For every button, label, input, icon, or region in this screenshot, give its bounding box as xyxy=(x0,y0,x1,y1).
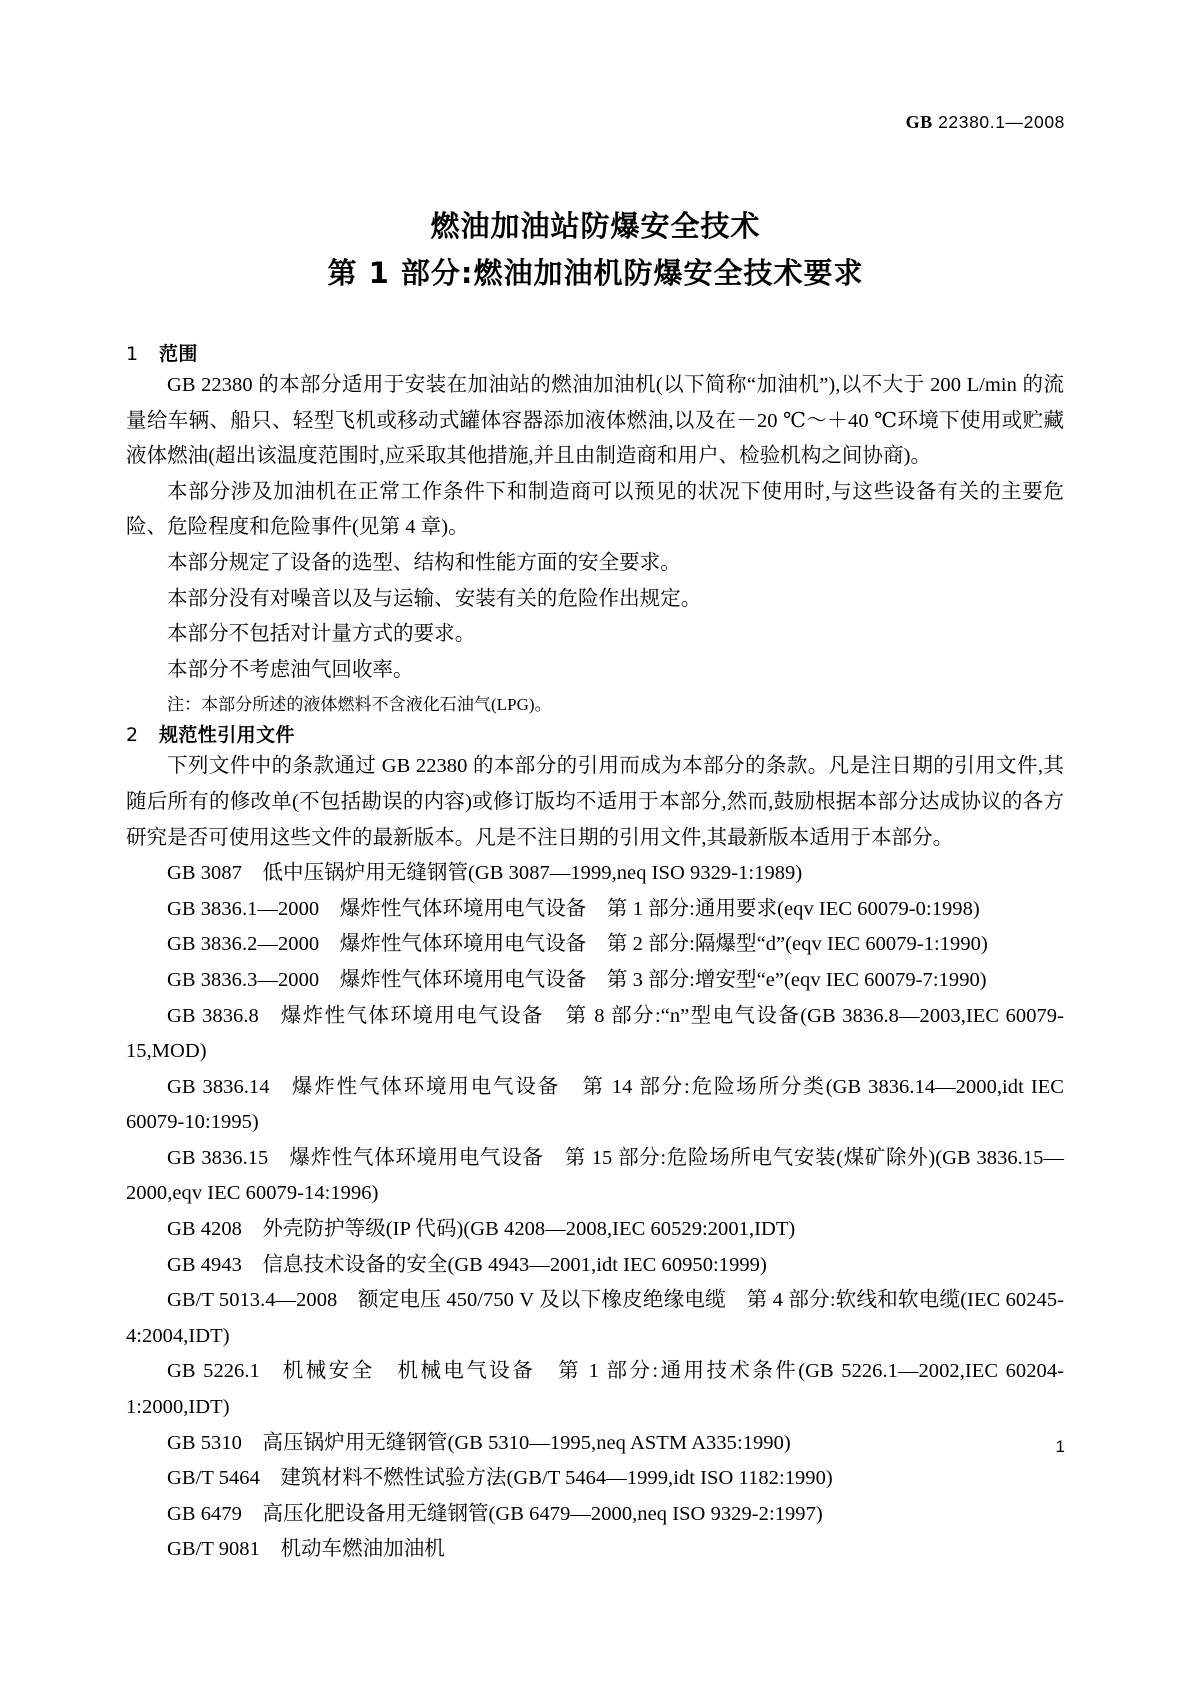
title-line-2: 第 1 部分:燃油加油机防爆安全技术要求 xyxy=(327,256,864,290)
scope-paragraph-6: 本部分不考虑油气回收率。 xyxy=(167,658,414,681)
reference-item: GB 3836.8 爆炸性气体环境用电气设备 第 8 部分:“n”型电气设备(GB 3836.8—2003,IEC 60079-15,MOD) xyxy=(126,1004,1064,1063)
running-header xyxy=(906,112,1065,133)
scope-paragraph-3: 本部分规定了设备的选型、结构和性能方面的安全要求。 xyxy=(167,551,681,574)
reference-item: GB 4943 信息技术设备的安全(GB 4943—2001,idt IEC 60950:1999) xyxy=(167,1253,767,1276)
scope-paragraph-2: 本部分涉及加油机在正常工作条件下和制造商可以预见的状况下使用时,与这些设备有关的主要危险、危险程度和危险事件(见第 4 章)。 xyxy=(126,480,1064,539)
clause-number: 2 xyxy=(126,724,139,747)
standard-prefix: GB xyxy=(905,112,933,132)
reference-item: GB 5310 高压锅炉用无缝钢管(GB 5310—1995,neq ASTM A335:1990) xyxy=(167,1431,791,1454)
title-line-1: 燃油加油站防爆安全技术 xyxy=(430,209,761,243)
scope-paragraph-1: GB 22380 的本部分适用于安装在加油站的燃油加油机(以下简称“加油机”),以不大于 200 L/min 的流量给车辆、船只、轻型飞机或移动式罐体容器添加液体燃油,以及在－20 ℃～＋40 ℃环境下使用或贮藏液体燃油(超出该温度范围时,应采取其他措施,并且由制造商和用户、检验机构之间协商)。 xyxy=(126,374,1064,468)
reference-item: GB 3087 低中压锅炉用无缝钢管(GB 3087—1999,neq ISO 9329-1:1989) xyxy=(167,862,803,885)
scope-paragraph-4: 本部分没有对噪音以及与运输、安装有关的危险作出规定。 xyxy=(167,587,702,610)
page-title xyxy=(0,203,1191,297)
reference-item: GB 5226.1 机械安全 机械电气设备 第 1 部分:通用技术条件(GB 5226.1—2002,IEC 60204-1:2000,IDT) xyxy=(126,1360,1064,1419)
clause-number: 1 xyxy=(126,343,139,365)
clause-heading-normative-references xyxy=(126,721,1064,749)
scope-paragraph-5: 本部分不包括对计量方式的要求。 xyxy=(167,623,476,646)
reference-item: GB 3836.3—2000 爆炸性气体环境用电气设备 第 3 部分:增安型“e”(eqv IEC 60079-7:1990) xyxy=(167,968,987,991)
reference-item: GB 3836.1—2000 爆炸性气体环境用电气设备 第 1 部分:通用要求(eqv IEC 60079-0:1998) xyxy=(167,897,980,920)
scope-note: 注：本部分所述的液体燃料不含液化石油气(LPG)。 xyxy=(167,695,552,715)
document-body xyxy=(126,340,1064,1568)
reference-item: GB 4208 外壳防护等级(IP 代码)(GB 4208—2008,IEC 60529:2001,IDT) xyxy=(167,1218,796,1241)
standard-number: 22380.1—2008 xyxy=(932,112,1065,132)
reference-item: GB 3836.14 爆炸性气体环境用电气设备 第 14 部分:危险场所分类(GB 3836.14—2000,idt IEC 60079-10:1995) xyxy=(126,1075,1064,1134)
reference-item: GB/T 5013.4—2008 额定电压 450/750 V 及以下橡皮绝缘电缆 第 4 部分:软线和软电缆(IEC 60245-4:2004,IDT) xyxy=(126,1289,1064,1347)
clause-title: 规范性引用文件 xyxy=(159,724,295,747)
reference-item: GB/T 9081 机动车燃油加油机 xyxy=(167,1538,445,1561)
reference-item: GB 3836.2—2000 爆炸性气体环境用电气设备 第 2 部分:隔爆型“d”(eqv IEC 60079-1:1990) xyxy=(167,933,988,956)
reference-item: GB 3836.15 爆炸性气体环境用电气设备 第 15 部分:危险场所电气安装(煤矿除外)(GB 3836.15—2000,eqv IEC 60079-14:1996) xyxy=(126,1146,1064,1205)
page-number: 1 xyxy=(1055,1437,1065,1456)
normative-references-intro: 下列文件中的条款通过 GB 22380 的本部分的引用而成为本部分的条款。凡是注日期的引用文件,其随后所有的修改单(不包括勘误的内容)或修订版均不适用于本部分,然而,鼓励根据本部分达成协议的各方研究是否可使用这些文件的最新版本。凡是不注日期的引用文件,其最新版本适用于本部分。 xyxy=(126,755,1064,849)
clause-heading-scope xyxy=(126,340,1064,368)
reference-item: GB 6479 高压化肥设备用无缝钢管(GB 6479—2000,neq ISO 9329-2:1997) xyxy=(167,1502,823,1525)
clause-title: 范围 xyxy=(159,343,198,365)
reference-item: GB/T 5464 建筑材料不燃性试验方法(GB/T 5464—1999,idt ISO 1182:1990) xyxy=(167,1467,833,1490)
